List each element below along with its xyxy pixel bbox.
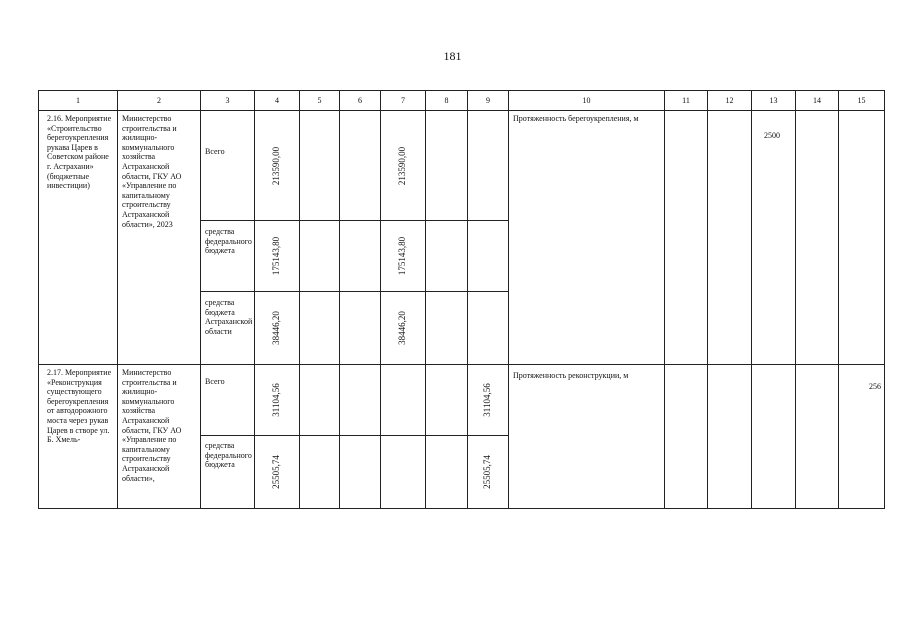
value-col15: 256 <box>839 365 885 509</box>
value-col9: 31104,56 <box>468 365 509 436</box>
col-header-14: 14 <box>796 91 839 111</box>
col-header-6: 6 <box>340 91 381 111</box>
source-name: средства бюджета Астраханской области <box>201 292 255 365</box>
value-col7: 175143,80 <box>381 221 426 292</box>
col-header-5: 5 <box>300 91 340 111</box>
col-header-3: 3 <box>201 91 255 111</box>
indicator-2-16: Протяженность берегоукрепления, м <box>509 111 665 365</box>
value-col9 <box>468 221 509 292</box>
value-col4: 213590,00 <box>255 111 300 221</box>
value-col8 <box>426 365 468 436</box>
value-col14 <box>796 111 839 365</box>
value-col11 <box>665 111 708 365</box>
value-col13 <box>752 365 796 509</box>
indicator-2-17: Протяженность реконструкции, м <box>509 365 665 509</box>
value-col6 <box>340 436 381 509</box>
measure-2-16: 2.16. Мероприятие «Строительство берегоукрепления рукава Царев в Советском районе г. Астрахани» (бюджетные инвестиции) <box>39 111 118 365</box>
value-col8 <box>426 221 468 292</box>
col-header-9: 9 <box>468 91 509 111</box>
value-col5 <box>300 365 340 436</box>
budget-table <box>38 90 885 509</box>
source-name: средства федерального бюджета <box>201 221 255 292</box>
value-col5 <box>300 292 340 365</box>
source-name: Всего <box>201 365 255 436</box>
value-col15 <box>839 111 885 365</box>
value-col8 <box>426 292 468 365</box>
value-col14 <box>796 365 839 509</box>
executor-2-17: Министерство строительства и жилищно-коммунального хозяйства Астраханской области, ГКУ АО «Управление по капитальному строительству Астраханской области», <box>118 365 201 509</box>
value-col5 <box>300 111 340 221</box>
value-col7: 213590,00 <box>381 111 426 221</box>
source-name: Всего <box>201 111 255 221</box>
value-col7: 38446,20 <box>381 292 426 365</box>
value-col8 <box>426 111 468 221</box>
value-col9 <box>468 292 509 365</box>
value-col6 <box>340 111 381 221</box>
value-col9 <box>468 111 509 221</box>
value-col13: 2500 <box>752 111 796 365</box>
executor-2-16: Министерство строительства и жилищно-коммунального хозяйства Астраханской области, ГКУ АО «Управление по капитальному строительству Астраханской области», 2023 <box>118 111 201 365</box>
value-col5 <box>300 221 340 292</box>
col-header-8: 8 <box>426 91 468 111</box>
col-header-10: 10 <box>509 91 665 111</box>
source-name: средства федерального бюджета <box>201 436 255 509</box>
value-col7 <box>381 365 426 436</box>
value-col4: 31104,56 <box>255 365 300 436</box>
value-col4: 38446,20 <box>255 292 300 365</box>
value-col8 <box>426 436 468 509</box>
value-col5 <box>300 436 340 509</box>
value-col6 <box>340 365 381 436</box>
col-header-2: 2 <box>118 91 201 111</box>
table-row <box>39 111 885 221</box>
col-header-13: 13 <box>752 91 796 111</box>
col-header-11: 11 <box>665 91 708 111</box>
col-header-15: 15 <box>839 91 885 111</box>
col-header-12: 12 <box>708 91 752 111</box>
col-header-7: 7 <box>381 91 426 111</box>
value-col9: 25505,74 <box>468 436 509 509</box>
value-col4: 25505,74 <box>255 436 300 509</box>
value-col12 <box>708 365 752 509</box>
header-row <box>39 91 885 111</box>
value-col12 <box>708 111 752 365</box>
value-col6 <box>340 292 381 365</box>
col-header-4: 4 <box>255 91 300 111</box>
col-header-1: 1 <box>39 91 118 111</box>
page-number: 181 <box>443 49 462 63</box>
table-row <box>39 365 885 436</box>
value-col11 <box>665 365 708 509</box>
value-col7 <box>381 436 426 509</box>
value-col6 <box>340 221 381 292</box>
value-col4: 175143,80 <box>255 221 300 292</box>
measure-2-17: 2.17. Мероприятие «Реконструкция существующего берегоукрепления от автодорожного моста через рукав Царев в створе ул. Б. Хмель- <box>39 365 118 509</box>
